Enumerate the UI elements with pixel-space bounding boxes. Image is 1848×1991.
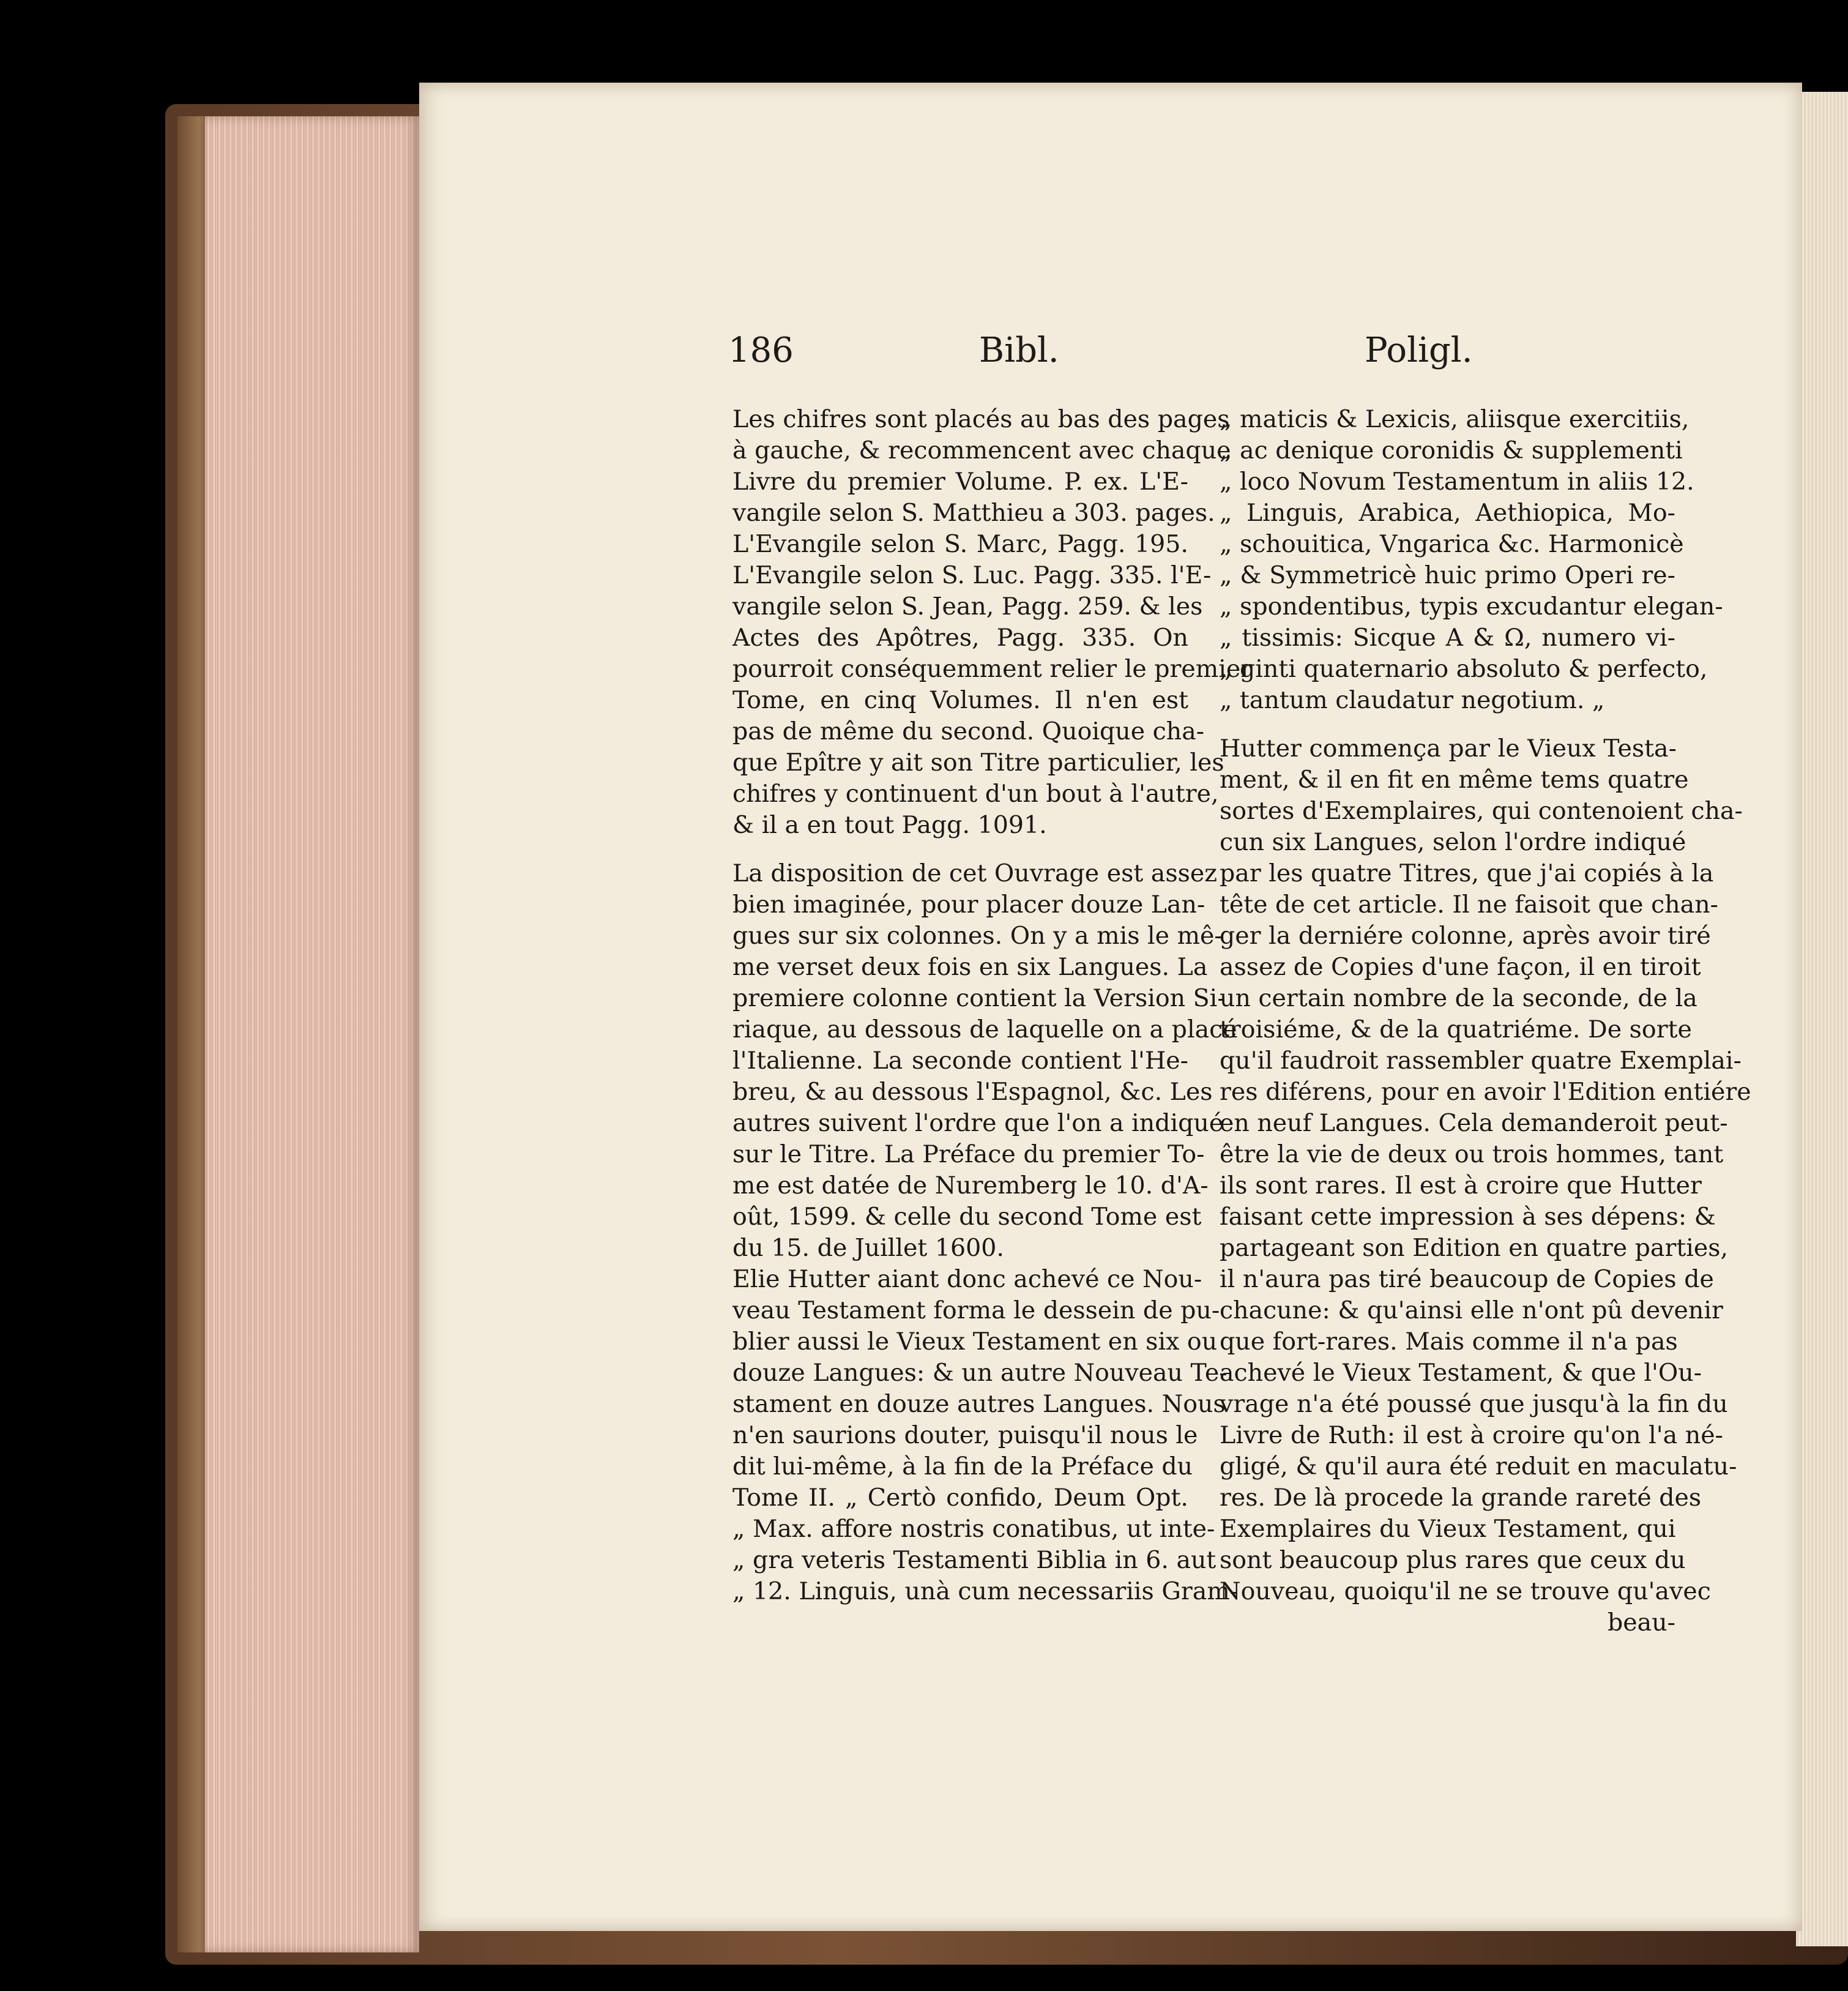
- page-header: [419, 331, 1802, 386]
- paragraph-gap: [732, 841, 1188, 858]
- text-line: cun six Langues, selon l'ordre indiqué: [1220, 828, 1686, 856]
- text-line: Tome, en cinq Volumes. Il n'en est: [732, 686, 1188, 714]
- text-line: me verset deux fois en six Langues. La: [732, 953, 1208, 981]
- text-line: achevé le Vieux Testament, & que l'Ou-: [1220, 1359, 1702, 1387]
- text-line: à gauche, & recommencent avec chaque: [732, 436, 1231, 465]
- running-head-left: Bibl.: [979, 331, 1059, 370]
- text-line: premiere colonne contient la Version Si-: [732, 984, 1226, 1012]
- text-line: Elie Hutter aiant donc achevé ce Nou-: [732, 1265, 1202, 1293]
- text-line: ment, & il en fit en même tems quatre: [1220, 766, 1689, 794]
- text-line: partageant son Edition en quatre parties,: [1220, 1234, 1729, 1262]
- text-line: ils sont rares. Il est à croire que Hutter: [1220, 1171, 1702, 1200]
- text-line: chacune: & qu'ainsi elle n'ont pû devenir: [1220, 1296, 1723, 1324]
- text-line: n'en saurions douter, puisqu'il nous le: [732, 1421, 1198, 1449]
- text-line: res diférens, pour en avoir l'Edition entiére: [1220, 1078, 1751, 1106]
- text-line: „ ginti quaternario absoluto & perfecto,: [1220, 655, 1708, 683]
- text-line: pas de même du second. Quoique cha-: [732, 717, 1205, 745]
- text-line: res. De là procede la grande rareté des: [1220, 1484, 1702, 1512]
- text-line: beau-: [1608, 1608, 1675, 1637]
- text-line: Livre du premier Volume. P. ex. L'E-: [732, 468, 1188, 496]
- text-line: „ spondentibus, typis excudantur elegan-: [1220, 592, 1723, 621]
- text-line: blier aussi le Vieux Testament en six ou: [732, 1328, 1218, 1356]
- page-edges-left: [205, 116, 419, 1952]
- page-edges-right: [1796, 92, 1848, 1946]
- text-line: faisant cette impression à ses dépens: &: [1220, 1203, 1716, 1231]
- text-line: „ maticis & Lexicis, aliisque exercitiis,: [1220, 405, 1690, 433]
- text-line: du 15. de Juillet 1600.: [732, 1234, 1004, 1262]
- text-line: un certain nombre de la seconde, de la: [1220, 984, 1697, 1012]
- text-line: riaque, au dessous de laquelle on a placé: [732, 1015, 1237, 1044]
- text-line: gues sur six colonnes. On y a mis le mê-: [732, 922, 1223, 950]
- text-line: douze Langues: & un autre Nouveau Te-: [732, 1359, 1228, 1387]
- text-line: oût, 1599. & celle du second Tome est: [732, 1203, 1202, 1231]
- text-line: Actes des Apôtres, Pagg. 335. On: [732, 624, 1188, 652]
- text-line: par les quatre Titres, que j'ai copiés à la: [1220, 859, 1714, 887]
- text-line: Hutter commença par le Vieux Testa-: [1220, 734, 1677, 763]
- text-line: „ 12. Linguis, unà cum necessariis Gram-: [732, 1577, 1239, 1605]
- text-line: „ tantum claudatur negotium. „: [1220, 686, 1605, 714]
- text-line: „ tissimis: Sicque A & Ω, numero vi-: [1220, 624, 1675, 652]
- paragraph-gap: [1220, 716, 1675, 733]
- text-line: veau Testament forma le dessein de pu-: [732, 1296, 1220, 1324]
- text-line: chifres y continuent d'un bout à l'autre,: [732, 780, 1219, 808]
- text-line: sont beaucoup plus rares que ceux du: [1220, 1546, 1686, 1574]
- text-line: „ gra veteris Testamenti Biblia in 6. aut: [732, 1546, 1216, 1574]
- text-line: troisiéme, & de la quatriéme. De sorte: [1220, 1015, 1692, 1044]
- text-line: „ Linguis, Arabica, Aethiopica, Mo-: [1220, 499, 1675, 527]
- text-line: en neuf Langues. Cela demanderoit peut-: [1220, 1109, 1728, 1137]
- text-line: gligé, & qu'il aura été reduit en maculatu-: [1220, 1452, 1737, 1481]
- text-line: l'Italienne. La seconde contient l'He-: [732, 1047, 1188, 1075]
- text-line: dit lui-même, à la fin de la Préface du: [732, 1452, 1193, 1481]
- text-line: „ ac denique coronidis & supplementi: [1220, 436, 1683, 465]
- text-line: „ schouitica, Vngarica &c. Harmonicè: [1220, 530, 1684, 558]
- text-line: L'Evangile selon S. Marc, Pagg. 195.: [732, 530, 1188, 558]
- text-line: assez de Copies d'une façon, il en tiroit: [1220, 953, 1701, 981]
- text-line: Livre de Ruth: il est à croire qu'on l'a né-: [1220, 1421, 1723, 1449]
- text-line: tête de cet article. Il ne faisoit que chan-: [1220, 891, 1719, 919]
- text-line: „ & Symmetricè huic primo Operi re-: [1220, 561, 1675, 589]
- text-line: qu'il faudroit rassembler quatre Exemplai-: [1220, 1047, 1742, 1075]
- text-line: La disposition de cet Ouvrage est assez: [732, 859, 1218, 887]
- text-line: vangile selon S. Jean, Pagg. 259. & les: [732, 592, 1203, 621]
- text-line: bien imaginée, pour placer douze Lan-: [732, 891, 1205, 919]
- text-line: ger la derniére colonne, après avoir tiré: [1220, 922, 1711, 950]
- text-line: stament en douze autres Langues. Nous: [732, 1390, 1226, 1418]
- text-line: vrage n'a été poussé que jusqu'à la fin du: [1220, 1390, 1728, 1418]
- text-line: & il a en tout Pagg. 1091.: [732, 811, 1047, 839]
- text-line: sur le Titre. La Préface du premier To-: [732, 1140, 1205, 1168]
- book-page: [419, 83, 1802, 1931]
- text-column-left: [732, 404, 1253, 1607]
- text-line: Les chifres sont placés au bas des pages: [732, 405, 1230, 433]
- text-line: me est datée de Nuremberg le 10. d'A-: [732, 1171, 1209, 1200]
- text-line: sortes d'Exemplaires, qui contenoient cha-: [1220, 797, 1743, 825]
- text-line: „ loco Novum Testamentum in aliis 12.: [1220, 468, 1694, 496]
- text-line: il n'aura pas tiré beaucoup de Copies de: [1220, 1265, 1714, 1293]
- text-line: que fort-rares. Mais comme il n'a pas: [1220, 1328, 1678, 1356]
- page-number: 186: [728, 331, 794, 370]
- text-line: vangile selon S. Matthieu a 303. pages.: [732, 499, 1215, 527]
- text-line: Exemplaires du Vieux Testament, qui: [1220, 1515, 1676, 1543]
- text-line: Tome II. „ Certò confido, Deum Opt.: [732, 1484, 1188, 1512]
- text-line: breu, & au dessous l'Espagnol, &c. Les: [732, 1078, 1213, 1106]
- text-line: être la vie de deux ou trois hommes, tant: [1220, 1140, 1724, 1168]
- text-line: que Epître y ait son Titre particulier, les: [732, 749, 1224, 777]
- text-column-right: [1220, 404, 1751, 1638]
- running-head-right: Poligl.: [1365, 331, 1473, 370]
- text-line: autres suivent l'ordre que l'on a indiqué: [732, 1109, 1224, 1137]
- text-line: L'Evangile selon S. Luc. Pagg. 335. l'E-: [732, 561, 1212, 589]
- text-line: „ Max. affore nostris conatibus, ut inte-: [732, 1515, 1215, 1543]
- text-line: Nouveau, quoiqu'il ne se trouve qu'avec: [1220, 1577, 1711, 1605]
- text-line: pourroit conséquemment relier le premier: [732, 655, 1253, 683]
